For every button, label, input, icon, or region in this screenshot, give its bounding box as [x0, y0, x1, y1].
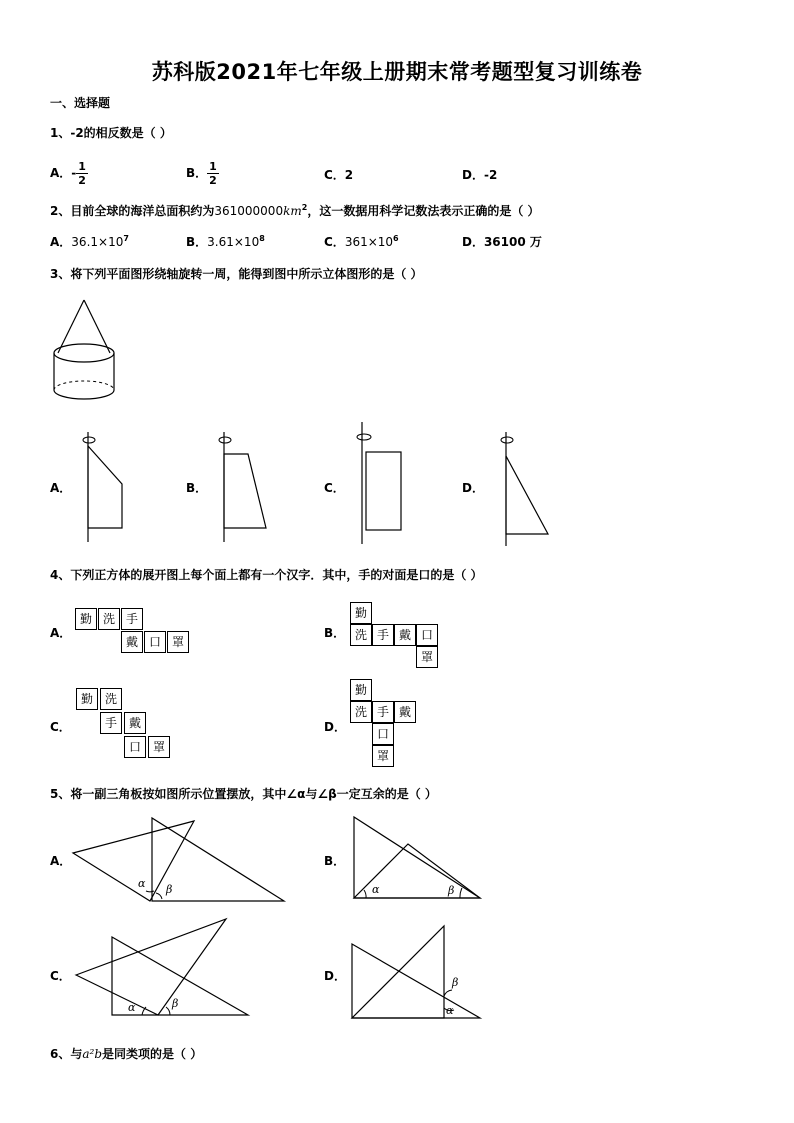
q4-net-a: [75, 608, 195, 656]
q1-option-c: C．2: [324, 168, 354, 182]
net-face: 手: [121, 608, 143, 630]
beta-label: β: [172, 997, 179, 1010]
net-face: 口: [416, 624, 438, 646]
q2-option-c: C．$361\times 10^6$: [324, 234, 399, 249]
net-face: 洗: [350, 624, 372, 646]
q2-option-a: A．$36.1\times 10^7$: [50, 234, 129, 249]
question-2-stem: 2、目前全球的海洋总面积约为$361000000km^2$，这一数据用科学记数法表示正确的是（ ）: [50, 203, 540, 218]
net-face: 罩: [167, 631, 189, 653]
net-face: 戴: [124, 712, 146, 734]
q4-net-c: [76, 688, 176, 760]
q3-option-a-label: A．: [50, 481, 72, 495]
net-face: 戴: [394, 701, 416, 723]
section-heading: 一、选择题: [50, 96, 111, 110]
q2-option-d: D．36100 万: [462, 235, 542, 249]
net-face: 罩: [372, 745, 394, 767]
q5-option-d-label: D．: [324, 969, 346, 983]
q3-option-b-figure: [212, 428, 272, 546]
net-face: 勤: [350, 602, 372, 624]
net-face: 勤: [75, 608, 97, 630]
alpha-label: α: [138, 877, 146, 890]
q2-option-b: B．$3.61\times 10^8$: [186, 234, 265, 249]
alpha-label: α: [372, 883, 380, 896]
question-6-stem: 6、与a²b是同类项的是（ ）: [50, 1047, 203, 1061]
question-5-stem: 5、将一副三角板按如图所示位置摆放，其中∠α与∠β一定互余的是（ ）: [50, 787, 437, 801]
q4-option-b-label: B．: [324, 626, 346, 640]
net-face: 手: [372, 624, 394, 646]
net-face: 罩: [148, 736, 170, 758]
beta-label: β: [452, 976, 459, 989]
net-face: 罩: [416, 646, 438, 668]
q4-net-d: [350, 679, 420, 771]
net-face: 手: [372, 701, 394, 723]
question-3-stem: 3、将下列平面图形绕轴旋转一周，能得到图中所示立体图形的是（ ）: [50, 267, 423, 281]
net-face: 口: [372, 723, 394, 745]
q1-option-d: D．-2: [462, 168, 498, 182]
q3-option-a-figure: [76, 428, 136, 546]
q5-option-d-figure: [348, 922, 486, 1022]
net-face: 勤: [76, 688, 98, 710]
net-face: 手: [100, 712, 122, 734]
beta-label: β: [448, 884, 455, 897]
q5-option-b-label: B．: [324, 854, 346, 868]
alpha-label: α: [446, 1004, 454, 1017]
q5-option-c-figure: [72, 915, 254, 1019]
q4-option-c-label: C．: [50, 720, 71, 734]
page-title: 苏科版2021年七年级上册期末常考题型复习训练卷: [151, 60, 643, 84]
q3-option-b-label: B．: [186, 481, 208, 495]
q5-option-a-label: A．: [50, 854, 72, 868]
net-face: 洗: [100, 688, 122, 710]
q3-option-c-label: C．: [324, 481, 345, 495]
beta-label: β: [166, 883, 173, 896]
q4-option-a-label: A．: [50, 626, 72, 640]
q5-option-c-label: C．: [50, 969, 71, 983]
q5-option-b-figure: [350, 814, 486, 904]
net-face: 洗: [98, 608, 120, 630]
q4-net-b: [350, 602, 440, 670]
net-face: 口: [124, 736, 146, 758]
q3-option-d-figure: [496, 428, 556, 550]
alpha-label: α: [128, 1001, 136, 1014]
q1-option-b: B． $\frac{1}{2}$: [186, 160, 217, 187]
question-1-stem: 1、-2的相反数是（ ）: [50, 126, 172, 140]
net-face: 口: [144, 631, 166, 653]
net-face: 洗: [350, 701, 372, 723]
q5-option-a-figure: [68, 815, 288, 907]
net-face: 戴: [121, 631, 143, 653]
q1-option-a: A．- $\frac{1}{2}$: [50, 160, 86, 187]
q3-option-d-label: D．: [462, 481, 484, 495]
net-face: 勤: [350, 679, 372, 701]
q4-option-d-label: D．: [324, 720, 346, 734]
question-4-stem: 4、下列正方体的展开图上每个面上都有一个汉字．其中，手的对面是口的是（ ）: [50, 568, 483, 582]
cone-cylinder-figure: [48, 298, 128, 402]
q3-option-c-figure: [350, 418, 410, 548]
net-face: 戴: [394, 624, 416, 646]
